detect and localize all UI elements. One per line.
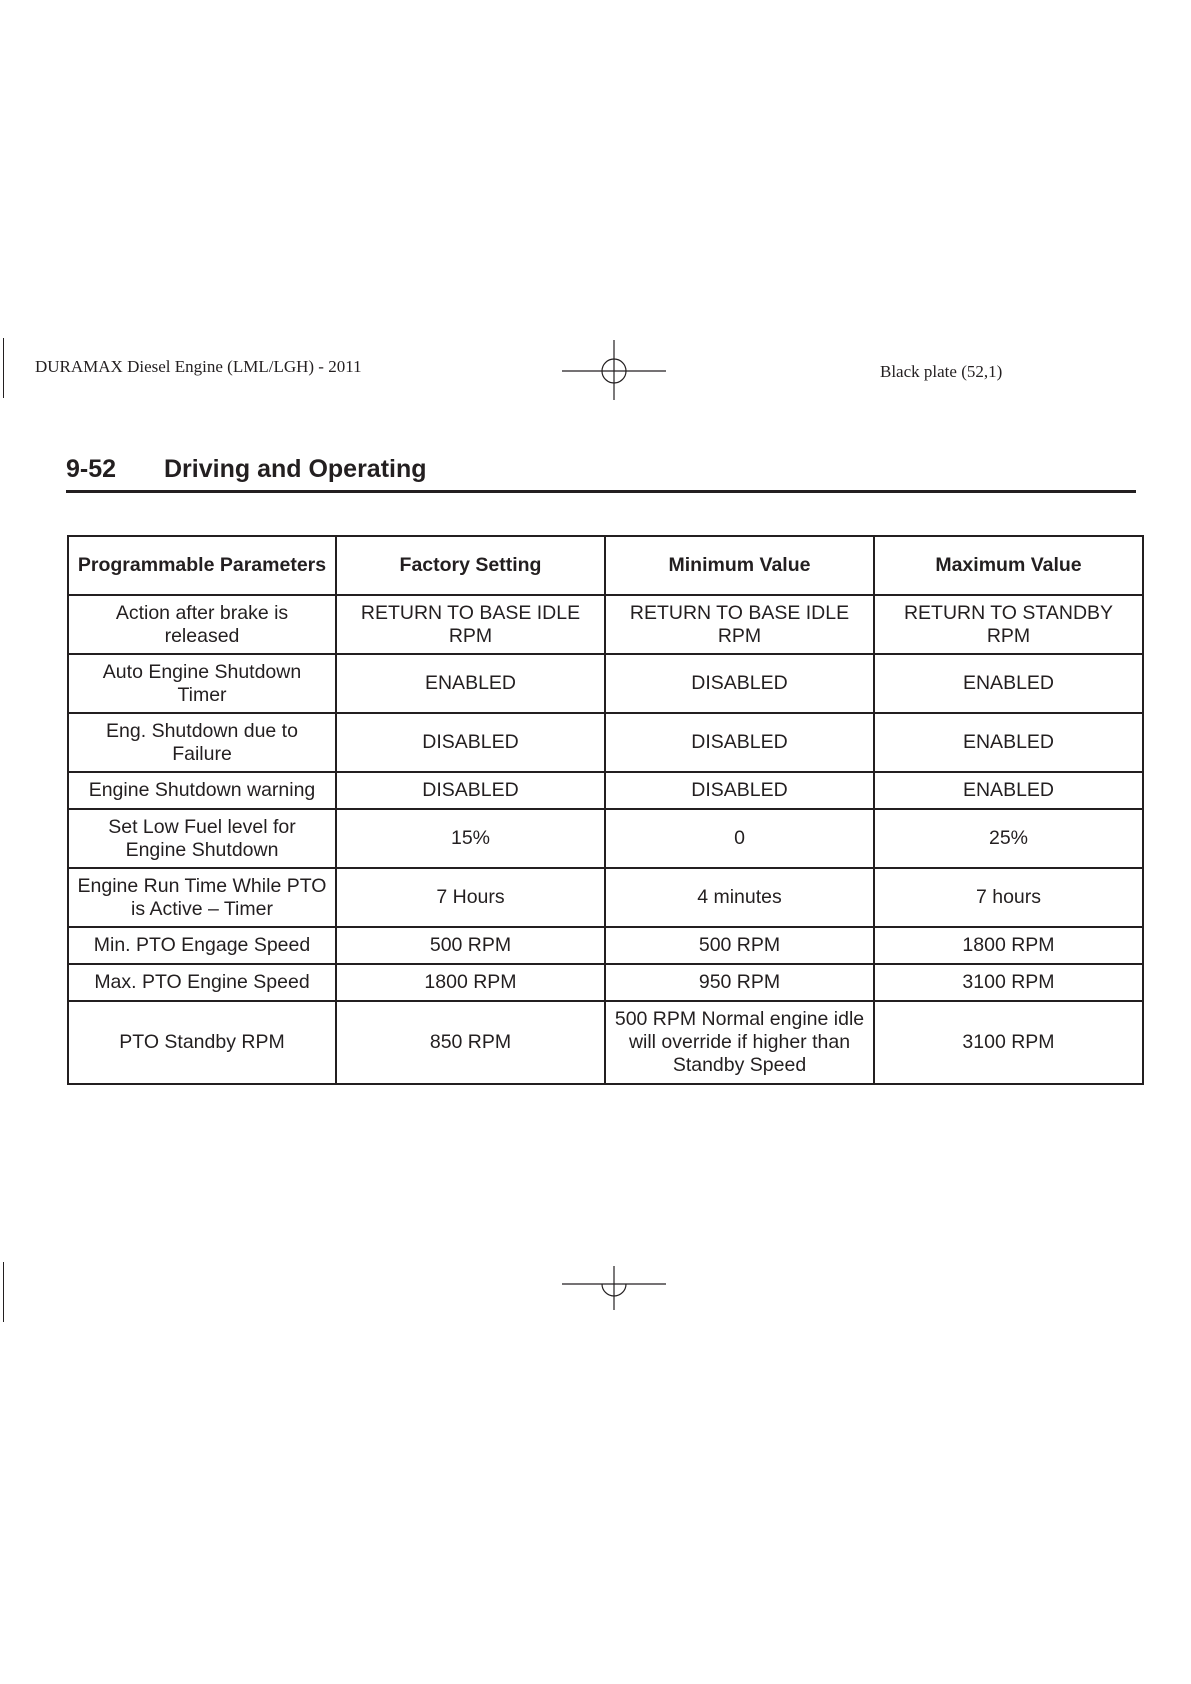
parameter-cell: PTO Standby RPM bbox=[68, 1001, 336, 1084]
table-row bbox=[68, 868, 1143, 927]
maximum-value-cell: 1800 RPM bbox=[874, 927, 1143, 964]
table-row bbox=[68, 654, 1143, 713]
minimum-value-cell: DISABLED bbox=[605, 713, 874, 772]
table-row bbox=[68, 713, 1143, 772]
parameter-cell: Engine Shutdown warning bbox=[68, 772, 336, 809]
column-header-parameter: Programmable Parameters bbox=[68, 536, 336, 595]
section-title: Driving and Operating bbox=[164, 455, 427, 483]
print-slug-plate-info: Black plate (52,1) bbox=[880, 362, 1003, 381]
factory-setting-cell: DISABLED bbox=[336, 713, 605, 772]
parameter-cell: Min. PTO Engage Speed bbox=[68, 927, 336, 964]
parameter-cell: Engine Run Time While PTO is Active – Timer bbox=[68, 868, 336, 927]
factory-setting-cell: DISABLED bbox=[336, 772, 605, 809]
factory-setting-cell: ENABLED bbox=[336, 654, 605, 713]
page-number: 9-52 bbox=[66, 455, 117, 483]
factory-setting-cell: RETURN TO BASE IDLE RPM bbox=[336, 595, 605, 654]
table-row bbox=[68, 1001, 1143, 1084]
factory-setting-cell: 7 Hours bbox=[336, 868, 605, 927]
parameter-cell: Set Low Fuel level for Engine Shutdown bbox=[68, 809, 336, 868]
maximum-value-cell: 3100 RPM bbox=[874, 964, 1143, 1001]
minimum-value-cell: DISABLED bbox=[605, 772, 874, 809]
table-row bbox=[68, 595, 1143, 654]
maximum-value-cell: ENABLED bbox=[874, 713, 1143, 772]
factory-setting-cell: 15% bbox=[336, 809, 605, 868]
minimum-value-cell: 4 minutes bbox=[605, 868, 874, 927]
minimum-value-cell: 950 RPM bbox=[605, 964, 874, 1001]
minimum-value-cell: RETURN TO BASE IDLE RPM bbox=[605, 595, 874, 654]
table-header-row bbox=[68, 536, 1143, 595]
registration-mark-bottom-icon bbox=[562, 1266, 666, 1326]
minimum-value-cell: 500 RPM bbox=[605, 927, 874, 964]
column-header-minimum-value: Minimum Value bbox=[605, 536, 874, 595]
parameter-cell: Eng. Shutdown due to Failure bbox=[68, 713, 336, 772]
minimum-value-cell: DISABLED bbox=[605, 654, 874, 713]
factory-setting-cell: 500 RPM bbox=[336, 927, 605, 964]
maximum-value-cell: ENABLED bbox=[874, 654, 1143, 713]
factory-setting-cell: 1800 RPM bbox=[336, 964, 605, 1001]
table-row bbox=[68, 809, 1143, 868]
factory-setting-cell: 850 RPM bbox=[336, 1001, 605, 1084]
maximum-value-cell: 25% bbox=[874, 809, 1143, 868]
maximum-value-cell: 7 hours bbox=[874, 868, 1143, 927]
table-row bbox=[68, 927, 1143, 964]
crop-mark-left-bottom bbox=[3, 1262, 4, 1322]
table-row bbox=[68, 964, 1143, 1001]
parameter-cell: Auto Engine Shutdown Timer bbox=[68, 654, 336, 713]
minimum-value-cell: 500 RPM Normal engine idle will override if higher than Standby Speed bbox=[605, 1001, 874, 1084]
column-header-maximum-value: Maximum Value bbox=[874, 536, 1143, 595]
maximum-value-cell: RETURN TO STANDBY RPM bbox=[874, 595, 1143, 654]
parameter-cell: Max. PTO Engine Speed bbox=[68, 964, 336, 1001]
table-row bbox=[68, 772, 1143, 809]
minimum-value-cell: 0 bbox=[605, 809, 874, 868]
maximum-value-cell: 3100 RPM bbox=[874, 1001, 1143, 1084]
maximum-value-cell: ENABLED bbox=[874, 772, 1143, 809]
pto-parameters-table bbox=[67, 535, 1144, 1085]
column-header-factory-setting: Factory Setting bbox=[336, 536, 605, 595]
page-header bbox=[66, 452, 1136, 493]
registration-mark-icon bbox=[562, 340, 666, 400]
parameter-cell: Action after brake is released bbox=[68, 595, 336, 654]
print-slug-document-id: DURAMAX Diesel Engine (LML/LGH) - 2011 bbox=[35, 357, 362, 376]
crop-mark-left-top bbox=[3, 338, 4, 398]
